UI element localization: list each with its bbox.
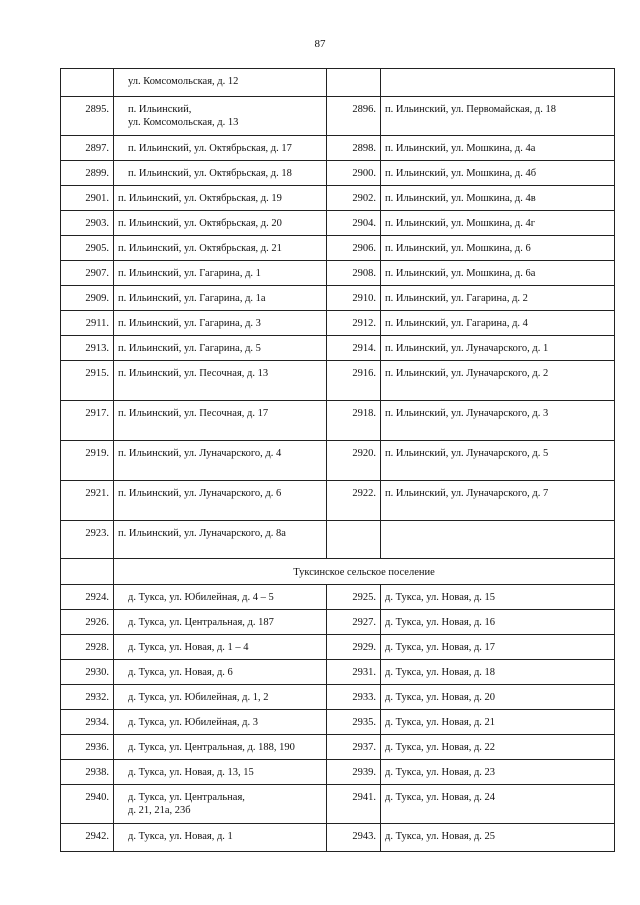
table-row <box>61 361 615 401</box>
left-item-address: п. Ильинский, ул. Гагарина, д. 3 <box>114 311 327 336</box>
table-row <box>61 261 615 286</box>
right-item-address: п. Ильинский, ул. Луначарского, д. 1 <box>381 336 615 361</box>
table-row <box>61 660 615 685</box>
left-item-number: 2932. <box>61 685 114 710</box>
left-item-address: п. Ильинский, ул. Луначарского, д. 8а <box>114 521 327 559</box>
table-row <box>61 635 615 660</box>
table-row <box>61 69 615 97</box>
right-item-number: 2910. <box>327 286 381 311</box>
right-item-address: п. Ильинский, ул. Мошкина, д. 6 <box>381 236 615 261</box>
section-title: Туксинское сельское поселение <box>114 559 615 585</box>
left-item-number: 2936. <box>61 735 114 760</box>
right-item-address: д. Тукса, ул. Новая, д. 15 <box>381 585 615 610</box>
left-item-address: п. Ильинский, ул. Октябрьская, д. 17 <box>114 136 327 161</box>
address-table <box>60 68 615 852</box>
left-item-number: 2909. <box>61 286 114 311</box>
right-item-number: 2943. <box>327 824 381 852</box>
right-item-address: п. Ильинский, ул. Мошкина, д. 4г <box>381 211 615 236</box>
left-item-address: п. Ильинский, ул. Гагарина, д. 1а <box>114 286 327 311</box>
table-row <box>61 236 615 261</box>
left-item-number: 2897. <box>61 136 114 161</box>
right-item-address: д. Тукса, ул. Новая, д. 21 <box>381 710 615 735</box>
table-row <box>61 441 615 481</box>
left-item-number: 2911. <box>61 311 114 336</box>
left-item-number: 2905. <box>61 236 114 261</box>
left-item-number: 2928. <box>61 635 114 660</box>
right-item-address: п. Ильинский, ул. Первомайская, д. 18 <box>381 97 615 136</box>
left-item-address: д. Тукса, ул. Новая, д. 13, 15 <box>114 760 327 785</box>
right-item-address: п. Ильинский, ул. Гагарина, д. 2 <box>381 286 615 311</box>
page-number: 87 <box>314 38 326 50</box>
right-item-number: 2916. <box>327 361 381 401</box>
right-item-number: 2925. <box>327 585 381 610</box>
right-item-number <box>327 69 381 97</box>
right-item-address: д. Тукса, ул. Новая, д. 20 <box>381 685 615 710</box>
table-row <box>61 286 615 311</box>
left-item-address: д. Тукса, ул. Новая, д. 6 <box>114 660 327 685</box>
right-item-address: п. Ильинский, ул. Луначарского, д. 2 <box>381 361 615 401</box>
left-item-number: 2940. <box>61 785 114 824</box>
right-item-number: 2937. <box>327 735 381 760</box>
left-item-number: 2903. <box>61 211 114 236</box>
right-item-number: 2912. <box>327 311 381 336</box>
left-item-number <box>61 69 114 97</box>
left-item-address: д. Тукса, ул. Центральная, д. 187 <box>114 610 327 635</box>
table-row <box>61 760 615 785</box>
left-item-address: п. Ильинский, ул. Луначарского, д. 4 <box>114 441 327 481</box>
left-item-number: 2924. <box>61 585 114 610</box>
table-row <box>61 336 615 361</box>
right-item-address: д. Тукса, ул. Новая, д. 24 <box>381 785 615 824</box>
table-row <box>61 136 615 161</box>
right-item-number: 2933. <box>327 685 381 710</box>
right-item-address: д. Тукса, ул. Новая, д. 22 <box>381 735 615 760</box>
table-row <box>61 481 615 521</box>
left-item-number: 2899. <box>61 161 114 186</box>
right-item-number: 2900. <box>327 161 381 186</box>
left-item-address: д. Тукса, ул. Новая, д. 1 <box>114 824 327 852</box>
right-item-address: д. Тукса, ул. Новая, д. 25 <box>381 824 615 852</box>
left-item-number: 2917. <box>61 401 114 441</box>
table-row <box>61 824 615 852</box>
right-item-address: п. Ильинский, ул. Мошкина, д. 4б <box>381 161 615 186</box>
left-item-number: 2921. <box>61 481 114 521</box>
table-row <box>61 211 615 236</box>
table-row <box>61 401 615 441</box>
right-item-number: 2918. <box>327 401 381 441</box>
right-item-number: 2906. <box>327 236 381 261</box>
table-row <box>61 186 615 211</box>
left-item-number: 2934. <box>61 710 114 735</box>
table-row <box>61 785 615 824</box>
right-item-number: 2898. <box>327 136 381 161</box>
right-item-number: 2927. <box>327 610 381 635</box>
left-item-number: 2930. <box>61 660 114 685</box>
left-item-number: 2942. <box>61 824 114 852</box>
section-num-cell <box>61 559 114 585</box>
right-item-number <box>327 521 381 559</box>
right-item-number: 2935. <box>327 710 381 735</box>
left-item-address: д. Тукса, ул. Юбилейная, д. 1, 2 <box>114 685 327 710</box>
section-header-row <box>61 559 615 585</box>
left-item-address: д. Тукса, ул. Центральная, д. 188, 190 <box>114 735 327 760</box>
left-item-number: 2907. <box>61 261 114 286</box>
right-item-address: п. Ильинский, ул. Луначарского, д. 5 <box>381 441 615 481</box>
table-row <box>61 710 615 735</box>
table-row <box>61 585 615 610</box>
right-item-address: п. Ильинский, ул. Луначарского, д. 3 <box>381 401 615 441</box>
right-item-number: 2914. <box>327 336 381 361</box>
right-item-number: 2929. <box>327 635 381 660</box>
table-row <box>61 311 615 336</box>
table-row <box>61 97 615 136</box>
left-item-address: д. Тукса, ул. Юбилейная, д. 3 <box>114 710 327 735</box>
left-item-address: д. Тукса, ул. Юбилейная, д. 4 – 5 <box>114 585 327 610</box>
left-item-number: 2895. <box>61 97 114 136</box>
right-item-number: 2922. <box>327 481 381 521</box>
right-item-number: 2908. <box>327 261 381 286</box>
left-item-address: ул. Комсомольская, д. 12 <box>114 69 327 97</box>
right-item-address: п. Ильинский, ул. Мошкина, д. 4а <box>381 136 615 161</box>
left-item-number: 2919. <box>61 441 114 481</box>
right-item-number: 2904. <box>327 211 381 236</box>
left-item-address: п. Ильинский, ул. Гагарина, д. 1 <box>114 261 327 286</box>
right-item-address: п. Ильинский, ул. Мошкина, д. 4в <box>381 186 615 211</box>
right-item-address: д. Тукса, ул. Новая, д. 18 <box>381 660 615 685</box>
right-item-number: 2902. <box>327 186 381 211</box>
left-item-address: п. Ильинский, ул. Песочная, д. 13 <box>114 361 327 401</box>
right-item-address <box>381 521 615 559</box>
left-item-address: п. Ильинский, ул. Октябрьская, д. 20 <box>114 211 327 236</box>
left-item-number: 2926. <box>61 610 114 635</box>
right-item-number: 2939. <box>327 760 381 785</box>
right-item-number: 2941. <box>327 785 381 824</box>
right-item-address: п. Ильинский, ул. Гагарина, д. 4 <box>381 311 615 336</box>
left-item-number: 2938. <box>61 760 114 785</box>
left-item-number: 2913. <box>61 336 114 361</box>
table-row <box>61 161 615 186</box>
table-row <box>61 685 615 710</box>
left-item-address: п. Ильинский, ул. Песочная, д. 17 <box>114 401 327 441</box>
left-item-address: п. Ильинский, ул. Октябрьская, д. 21 <box>114 236 327 261</box>
left-item-address: д. Тукса, ул. Новая, д. 1 – 4 <box>114 635 327 660</box>
table-row <box>61 735 615 760</box>
right-item-number: 2896. <box>327 97 381 136</box>
left-item-address: д. Тукса, ул. Центральная, д. 21, 21а, 23б <box>114 785 327 824</box>
right-item-address: п. Ильинский, ул. Мошкина, д. 6а <box>381 261 615 286</box>
right-item-address <box>381 69 615 97</box>
left-item-address: п. Ильинский, ул. Гагарина, д. 5 <box>114 336 327 361</box>
right-item-address: п. Ильинский, ул. Луначарского, д. 7 <box>381 481 615 521</box>
right-item-number: 2931. <box>327 660 381 685</box>
table-row <box>61 610 615 635</box>
left-item-address: п. Ильинский, ул. Луначарского, д. 6 <box>114 481 327 521</box>
right-item-address: д. Тукса, ул. Новая, д. 17 <box>381 635 615 660</box>
right-item-address: д. Тукса, ул. Новая, д. 16 <box>381 610 615 635</box>
left-item-address: п. Ильинский, ул. Комсомольская, д. 13 <box>114 97 327 136</box>
left-item-address: п. Ильинский, ул. Октябрьская, д. 19 <box>114 186 327 211</box>
right-item-address: д. Тукса, ул. Новая, д. 23 <box>381 760 615 785</box>
left-item-number: 2923. <box>61 521 114 559</box>
left-item-number: 2901. <box>61 186 114 211</box>
right-item-number: 2920. <box>327 441 381 481</box>
left-item-number: 2915. <box>61 361 114 401</box>
table-row <box>61 521 615 559</box>
left-item-address: п. Ильинский, ул. Октябрьская, д. 18 <box>114 161 327 186</box>
